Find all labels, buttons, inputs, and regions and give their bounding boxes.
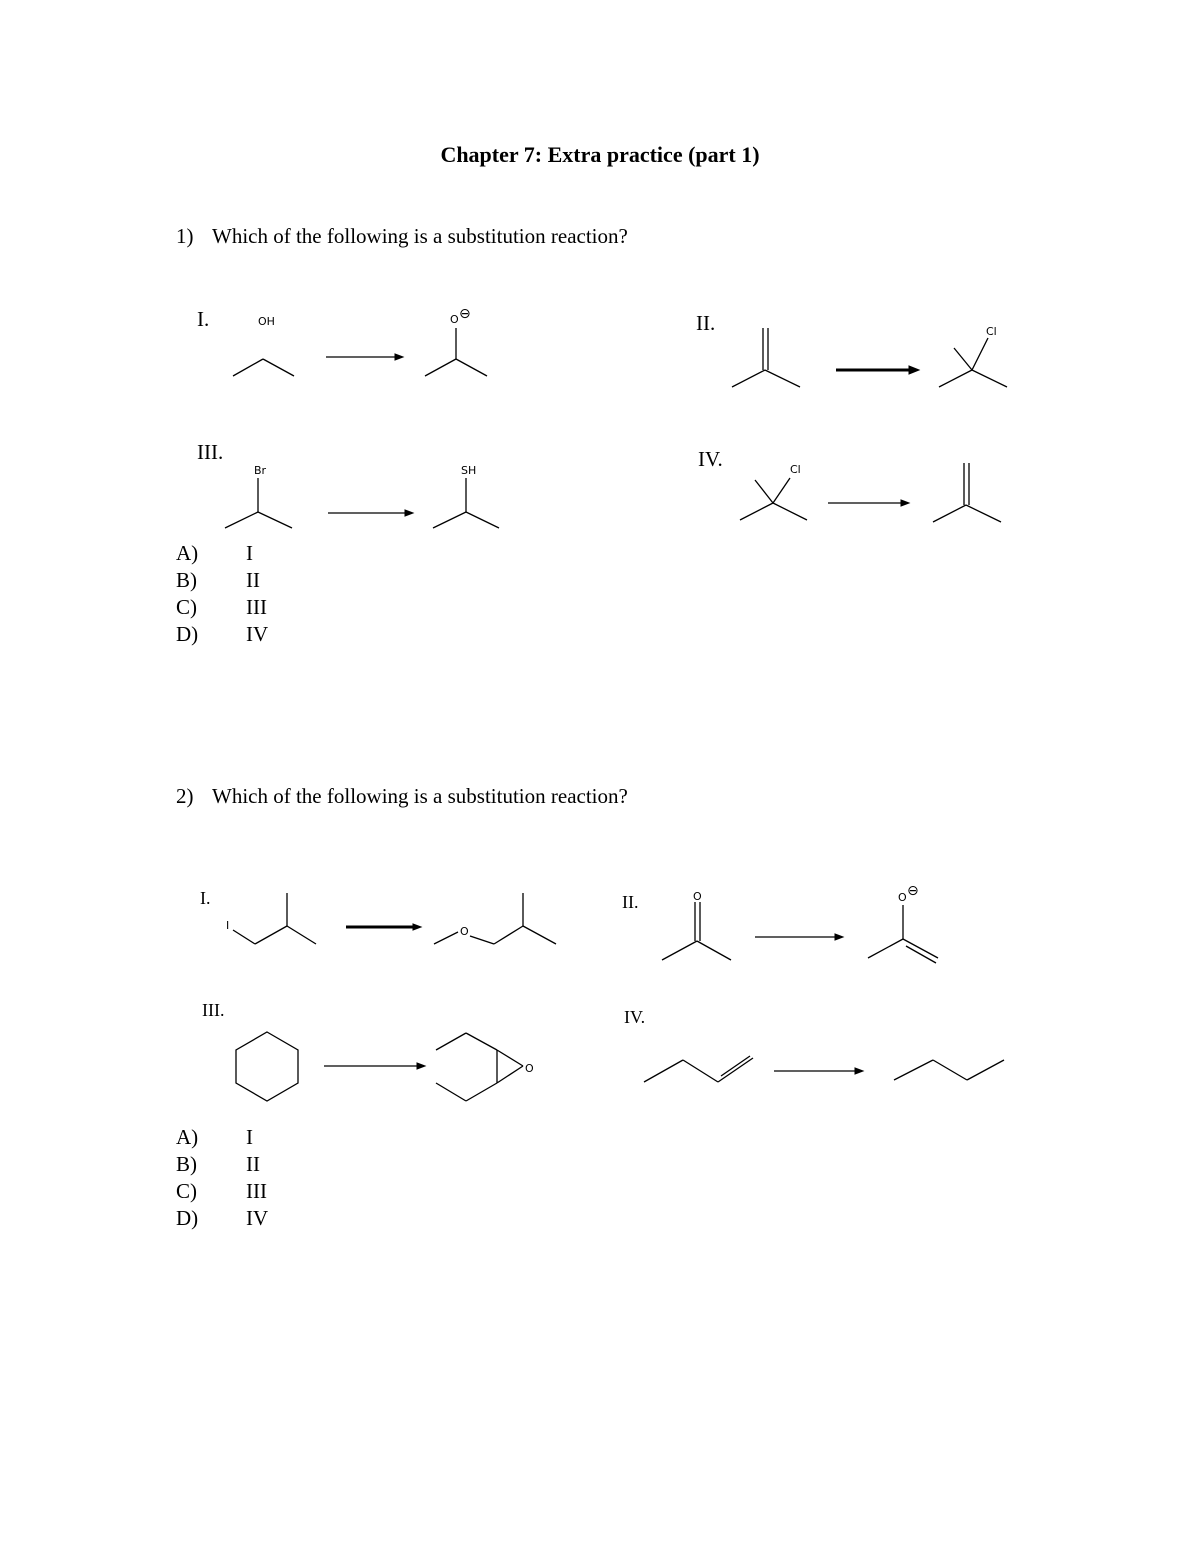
choice-value: II (246, 1152, 260, 1176)
choice-value: I (246, 1125, 253, 1149)
choice-value: III (246, 595, 267, 619)
choice-value: III (246, 1179, 267, 1203)
q2-r2-negative-charge-icon: ⊖ (907, 883, 919, 899)
q2-r1-arrow (346, 924, 421, 930)
q1-r2-reactant-structure (732, 328, 800, 387)
q1-r1-negative-charge-icon: ⊖ (459, 306, 471, 322)
choice-letter: C) (176, 595, 197, 619)
q1-r4-arrow (828, 500, 909, 506)
q2-r1-reactant-i-label: I (226, 919, 230, 932)
q1-r3-product-sh-label: SH (461, 464, 477, 477)
choice-letter: D) (176, 1206, 199, 1230)
q1-r3-reactant-br-label: Br (254, 464, 267, 477)
question-1-number: 1) (176, 224, 194, 248)
choice-value: IV (246, 622, 269, 646)
q1-reaction-label-i: I. (197, 307, 210, 331)
choice-letter: D) (176, 622, 199, 646)
choice-letter: B) (176, 568, 197, 592)
q1-r1-reactant-oh-label: OH (258, 315, 275, 328)
q1-reaction-label-ii: II. (696, 311, 716, 335)
q1-r3-arrow (328, 510, 413, 516)
question-2-text: Which of the following is a substitution reaction? (212, 784, 628, 808)
q2-r2-reactant-o-label: O (693, 890, 702, 903)
q2-r4-reactant-structure (644, 1056, 753, 1082)
choice-letter: A) (176, 541, 199, 565)
q1-r2-product-structure (939, 338, 1007, 387)
q2-r2-product-o-label: O (898, 891, 907, 904)
q1-r4-product-structure (933, 463, 1001, 522)
q2-r2-reactant-structure (662, 902, 731, 960)
q2-reaction-label-iii: III. (202, 1000, 225, 1020)
q2-r1-product-o-label: O (460, 925, 469, 938)
q2-reaction-label-i: I. (200, 888, 211, 908)
choice-letter: A) (176, 1125, 199, 1149)
q2-r4-product-structure (894, 1060, 1004, 1080)
question-1-text: Which of the following is a substitution reaction? (212, 224, 628, 248)
choice-letter: B) (176, 1152, 197, 1176)
q2-r1-product-structure (434, 893, 556, 944)
page-title: Chapter 7: Extra practice (part 1) (440, 142, 760, 167)
q1-r2-product-cl-label: Cl (986, 325, 997, 338)
q2-r1-reactant-structure (233, 893, 316, 944)
q2-reaction-label-iv: IV. (624, 1007, 646, 1027)
q1-r1-reactant-structure (233, 359, 294, 376)
choice-value: I (246, 541, 253, 565)
q2-reaction-label-ii: II. (622, 892, 639, 912)
q2-r3-reactant-structure (236, 1032, 298, 1101)
question-2-number: 2) (176, 784, 194, 808)
q1-r3-reactant-structure (225, 478, 292, 528)
choice-value: II (246, 568, 260, 592)
q2-r3-product-o-label: O (525, 1062, 534, 1075)
q1-r4-reactant-structure (740, 478, 807, 520)
choice-value: IV (246, 1206, 269, 1230)
q1-r1-arrow (326, 354, 403, 360)
q2-r3-product-structure (436, 1033, 523, 1101)
q1-r2-arrow (836, 366, 919, 374)
q2-r2-product-structure (868, 905, 938, 963)
q1-reaction-label-iii: III. (197, 440, 224, 464)
q1-reaction-label-iv: IV. (698, 447, 723, 471)
q2-r3-arrow (324, 1063, 425, 1069)
q1-r4-reactant-cl-label: Cl (790, 463, 801, 476)
q1-r3-product-structure (433, 478, 499, 528)
q1-r1-product-o-label: O (450, 313, 459, 326)
q2-r4-arrow (774, 1068, 863, 1074)
q2-r2-arrow (755, 934, 843, 940)
q1-r1-product-structure (425, 328, 487, 376)
choice-letter: C) (176, 1179, 197, 1203)
